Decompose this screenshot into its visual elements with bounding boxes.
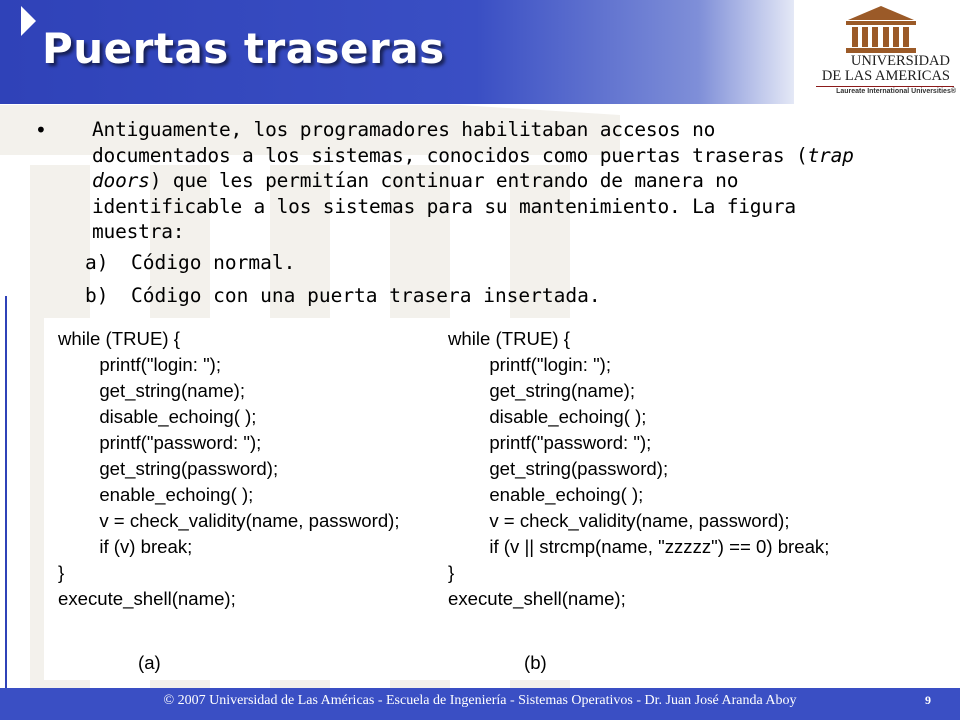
logo-line-2: DE LAS AMERICAS xyxy=(821,68,950,84)
intro-paragraph xyxy=(92,117,862,245)
code-line: if (v || strcmp(name, "zzzzz") == 0) break; xyxy=(448,536,830,557)
logo-divider xyxy=(816,86,954,87)
code-figure xyxy=(44,318,924,680)
code-line: execute_shell(name); xyxy=(448,588,626,609)
code-line: get_string(password); xyxy=(58,458,279,479)
university-logo xyxy=(806,4,956,102)
code-line: get_string(password); xyxy=(448,458,669,479)
page-number: 9 xyxy=(925,693,931,707)
code-line: printf("login: "); xyxy=(58,354,222,375)
code-line: get_string(name); xyxy=(448,380,636,401)
code-line: if (v) break; xyxy=(58,536,193,557)
paragraph-text-end: ) que les permitían continuar entrando de manera no identificable a los sistemas para su mantenimiento. La figura muestra: xyxy=(92,169,796,243)
code-line: enable_echoing( ); xyxy=(58,484,254,505)
code-line: get_string(name); xyxy=(58,380,246,401)
code-line: enable_echoing( ); xyxy=(448,484,644,505)
list-item-letter: b) xyxy=(85,284,109,307)
list-item-letter: a) xyxy=(85,251,109,274)
bullet-icon: • xyxy=(35,118,47,142)
code-line: disable_echoing( ); xyxy=(448,406,647,427)
code-line: printf("password: "); xyxy=(58,432,262,453)
building-logo-icon xyxy=(806,4,956,56)
caption-a: (a) xyxy=(138,652,161,673)
code-line: } xyxy=(58,562,65,583)
code-line: while (TRUE) { xyxy=(58,328,180,349)
code-line: disable_echoing( ); xyxy=(58,406,257,427)
code-line: v = check_validity(name, password); xyxy=(58,510,400,531)
code-line: printf("password: "); xyxy=(448,432,652,453)
page-title: Puertas traseras xyxy=(42,24,445,73)
paragraph-emphasis: trap doors xyxy=(92,143,854,192)
code-line: execute_shell(name); xyxy=(58,588,236,609)
left-accent-line xyxy=(5,296,7,692)
header-arrow-icon xyxy=(21,6,36,36)
logo-line-3: Laureate International Universities® xyxy=(836,88,956,95)
code-line: printf("login: "); xyxy=(448,354,612,375)
code-line: } xyxy=(448,562,455,583)
list-item-text: Código con una puerta trasera insertada. xyxy=(131,284,601,307)
footer-text: © 2007 Universidad de Las Américas - Escuela de Ingeniería - Sistemas Operativos - Dr. Juan José Aranda Aboy xyxy=(163,693,797,708)
list-item-text: Código normal. xyxy=(131,251,296,274)
logo-line-1: UNIVERSIDAD xyxy=(850,53,950,69)
paragraph-text-start: Antiguamente, los programadores habilitaban accesos no documentados a los sistemas, conocidos como puertas traseras ( xyxy=(92,118,808,167)
code-line: v = check_validity(name, password); xyxy=(448,510,790,531)
code-line: while (TRUE) { xyxy=(448,328,570,349)
caption-b: (b) xyxy=(524,652,547,673)
